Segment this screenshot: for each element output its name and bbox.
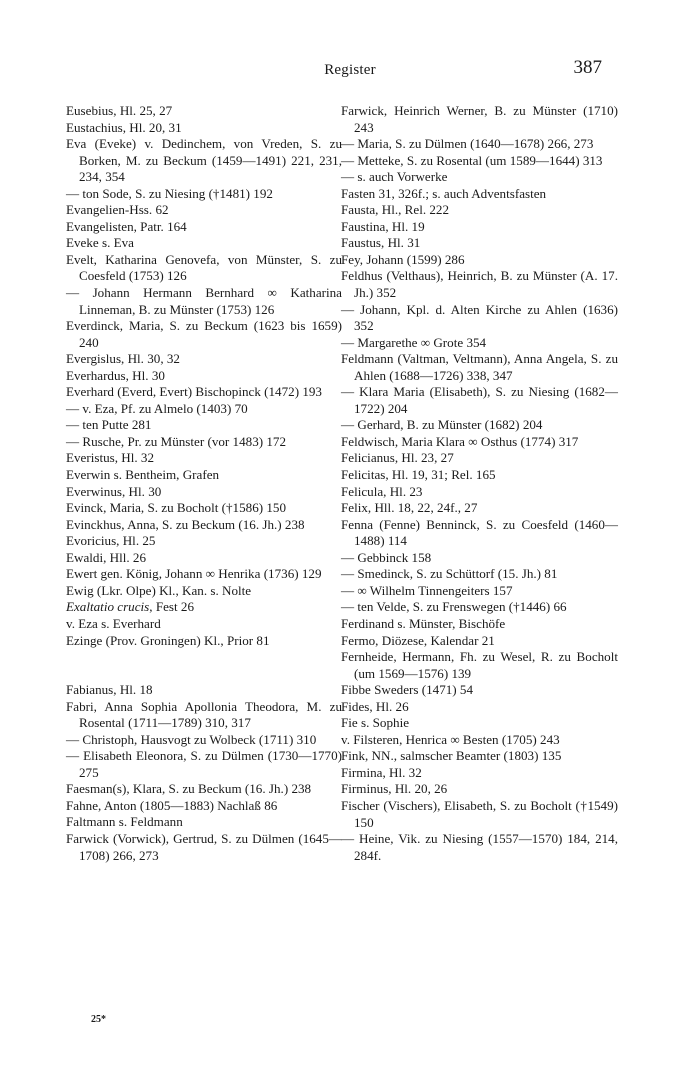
index-entry: Everdinck, Maria, S. zu Beckum (1623 bis 1659) 240: [66, 318, 342, 350]
index-entry: Fides, Hl. 26: [341, 698, 409, 714]
index-entry: Everhardus, Hl. 30: [66, 367, 165, 383]
italic-term: Exaltatio crucis: [66, 599, 150, 615]
index-entry: — Rusche, Pr. zu Münster (vor 1483) 172: [66, 433, 287, 449]
index-entry: — Klara Maria (Elisabeth), S. zu Niesing (1682—1722) 204: [341, 384, 618, 416]
index-entry: Feldmann (Valtman, Veltmann), Anna Angela, S. zu Ahlen (1688—1726) 338, 347: [341, 351, 618, 383]
index-entry: Fermo, Diözese, Kalendar 21: [341, 632, 495, 648]
index-entry: Evergislus, Hl. 30, 32: [66, 351, 180, 367]
index-entry: Fink, NN., salmscher Beamter (1803) 135: [341, 748, 562, 764]
index-entry: — s. auch Vorwerke: [341, 169, 448, 185]
index-entry: Eveke s. Eva: [66, 235, 134, 251]
index-entry: Eusebius, Hl. 25, 27: [66, 103, 173, 118]
index-entry: Ezinge (Prov. Groningen) Kl., Prior 81: [66, 632, 270, 648]
index-entry: Evangelisten, Patr. 164: [66, 218, 187, 234]
index-entry: Eva (Eveke) v. Dedinchem, von Vreden, S. zu Borken, M. zu Beckum (1459—1491) 221, 231, 234, 354: [66, 136, 342, 185]
index-entry: Farwick, Heinrich Werner, B. zu Münster (1710) 243: [341, 103, 618, 135]
index-entry: Fahne, Anton (1805—1883) Nachlaß 86: [66, 797, 278, 813]
index-entry: Felicianus, Hl. 23, 27: [341, 450, 454, 466]
index-entry: Faesman(s), Klara, S. zu Beckum (16. Jh.) 238: [66, 781, 312, 797]
index-entry: — Johann, Kpl. d. Alten Kirche zu Ahlen (1636) 352: [341, 301, 618, 334]
index-entry: — ton Sode, S. zu Niesing (†1481) 192: [66, 185, 273, 201]
index-entry: Faustus, Hl. 31: [341, 235, 421, 251]
index-entry: Felix, Hll. 18, 22, 24f., 27: [341, 500, 478, 516]
index-entry: Fey, Johann (1599) 286: [341, 251, 465, 267]
index-entry: Farwick (Vorwick), Gertrud, S. zu Dülmen (1645—1708) 266, 273: [66, 830, 342, 863]
index-entry: Eustachius, Hl. 20, 31: [66, 119, 182, 135]
index-entry: Faltmann s. Feldmann: [66, 814, 183, 830]
index-entry: Firminus, Hl. 20, 26: [341, 781, 448, 797]
section-gap: [66, 649, 342, 682]
index-entry: — Maria, S. zu Dülmen (1640—1678) 266, 273: [341, 136, 594, 152]
index-entry: Evinckhus, Anna, S. zu Beckum (16. Jh.) 238: [66, 516, 305, 532]
index-entry: Ferdinand s. Münster, Bischöfe: [341, 615, 506, 631]
index-entry: — Elisabeth Eleonora, S. zu Dülmen (1730—1770) 275: [66, 748, 342, 780]
index-entry: — Gerhard, B. zu Münster (1682) 204: [341, 417, 543, 433]
index-entry: Felicitas, Hl. 19, 31; Rel. 165: [341, 467, 496, 483]
index-entry: Evoricius, Hl. 25: [66, 533, 156, 549]
sheet-signature: 25*: [91, 1014, 106, 1025]
index-entry: v. Eza s. Everhard: [66, 615, 161, 631]
index-entry: Fischer (Vischers), Elisabeth, S. zu Bocholt (†1549) 150: [341, 797, 618, 830]
right-column: [341, 103, 618, 864]
index-entry: — Smedinck, S. zu Schüttorf (15. Jh.) 81: [341, 566, 558, 582]
index-entry: v. Filsteren, Henrica ∞ Besten (1705) 243: [341, 731, 560, 747]
index-entry: Fasten 31, 326f.; s. auch Adventsfasten: [341, 185, 547, 201]
page-number: 387: [573, 57, 602, 78]
index-entry: Ewaldi, Hll. 26: [66, 549, 147, 565]
index-entry: — Gebbinck 158: [341, 549, 432, 565]
index-entry: Everhard (Everd, Evert) Bischopinck (1472) 193: [66, 384, 322, 400]
index-entry: Everwin s. Bentheim, Grafen: [66, 467, 220, 483]
index-entry: Feldhus (Velthaus), Heinrich, B. zu Münster (A. 17. Jh.) 352: [341, 268, 618, 301]
index-entry: Everistus, Hl. 32: [66, 450, 155, 466]
index-entry: Everwinus, Hl. 30: [66, 483, 162, 499]
index-entry: Fabri, Anna Sophia Apollonia Theodora, M. zu Rosental (1711—1789) 310, 317: [66, 698, 342, 731]
index-entry: Ewert gen. König, Johann ∞ Henrika (1736) 129: [66, 566, 322, 582]
index-entry: Fernheide, Hermann, Fh. zu Wesel, R. zu Bocholt (um 1569—1576) 139: [341, 649, 618, 681]
page-title: Register: [324, 62, 376, 78]
index-entry: — ten Velde, S. zu Frenswegen (†1446) 66: [341, 599, 567, 615]
index-entry: Feldwisch, Maria Klara ∞ Osthus (1774) 317: [341, 433, 579, 449]
index-entry: Fabianus, Hl. 18: [66, 682, 153, 698]
index-entry: Exaltatio crucis, Fest 26: [66, 599, 195, 615]
index-entry: Fie s. Sophie: [341, 715, 410, 731]
index-entry: — Christoph, Hausvogt zu Wolbeck (1711) 310: [66, 731, 317, 747]
index-entry: Evelt, Katharina Genovefa, von Münster, S. zu Coesfeld (1753) 126: [66, 251, 342, 284]
index-entry: Felicula, Hl. 23: [341, 483, 423, 499]
index-entry: — Margarethe ∞ Grote 354: [341, 334, 487, 350]
index-entry: — ten Putte 281: [66, 417, 152, 433]
index-entry: Faustina, Hl. 19: [341, 218, 425, 234]
index-entry: Evinck, Maria, S. zu Bocholt (†1586) 150: [66, 500, 287, 516]
index-entry: Fenna (Fenne) Benninck, S. zu Coesfeld (1460—1488) 114: [341, 516, 618, 549]
index-entry: — Heine, Vik. zu Niesing (1557—1570) 184, 214, 284f.: [341, 831, 618, 863]
index-entry: Firmina, Hl. 32: [341, 764, 422, 780]
index-entry: — Johann Hermann Bernhard ∞ Katharina Linneman, B. zu Münster (1753) 126: [66, 285, 342, 317]
index-entry: — Metteke, S. zu Rosental (um 1589—1644) 313: [341, 152, 603, 168]
left-column: [66, 103, 342, 864]
index-entry: Ewig (Lkr. Olpe) Kl., Kan. s. Nolte: [66, 582, 252, 598]
index-entry: Fausta, Hl., Rel. 222: [341, 202, 450, 218]
index-entry: Evangelien-Hss. 62: [66, 202, 169, 218]
index-entry: — ∞ Wilhelm Tinnengeiters 157: [341, 582, 513, 598]
index-entry: — v. Eza, Pf. zu Almelo (1403) 70: [66, 400, 248, 416]
index-entry: Fibbe Sweders (1471) 54: [341, 682, 474, 698]
